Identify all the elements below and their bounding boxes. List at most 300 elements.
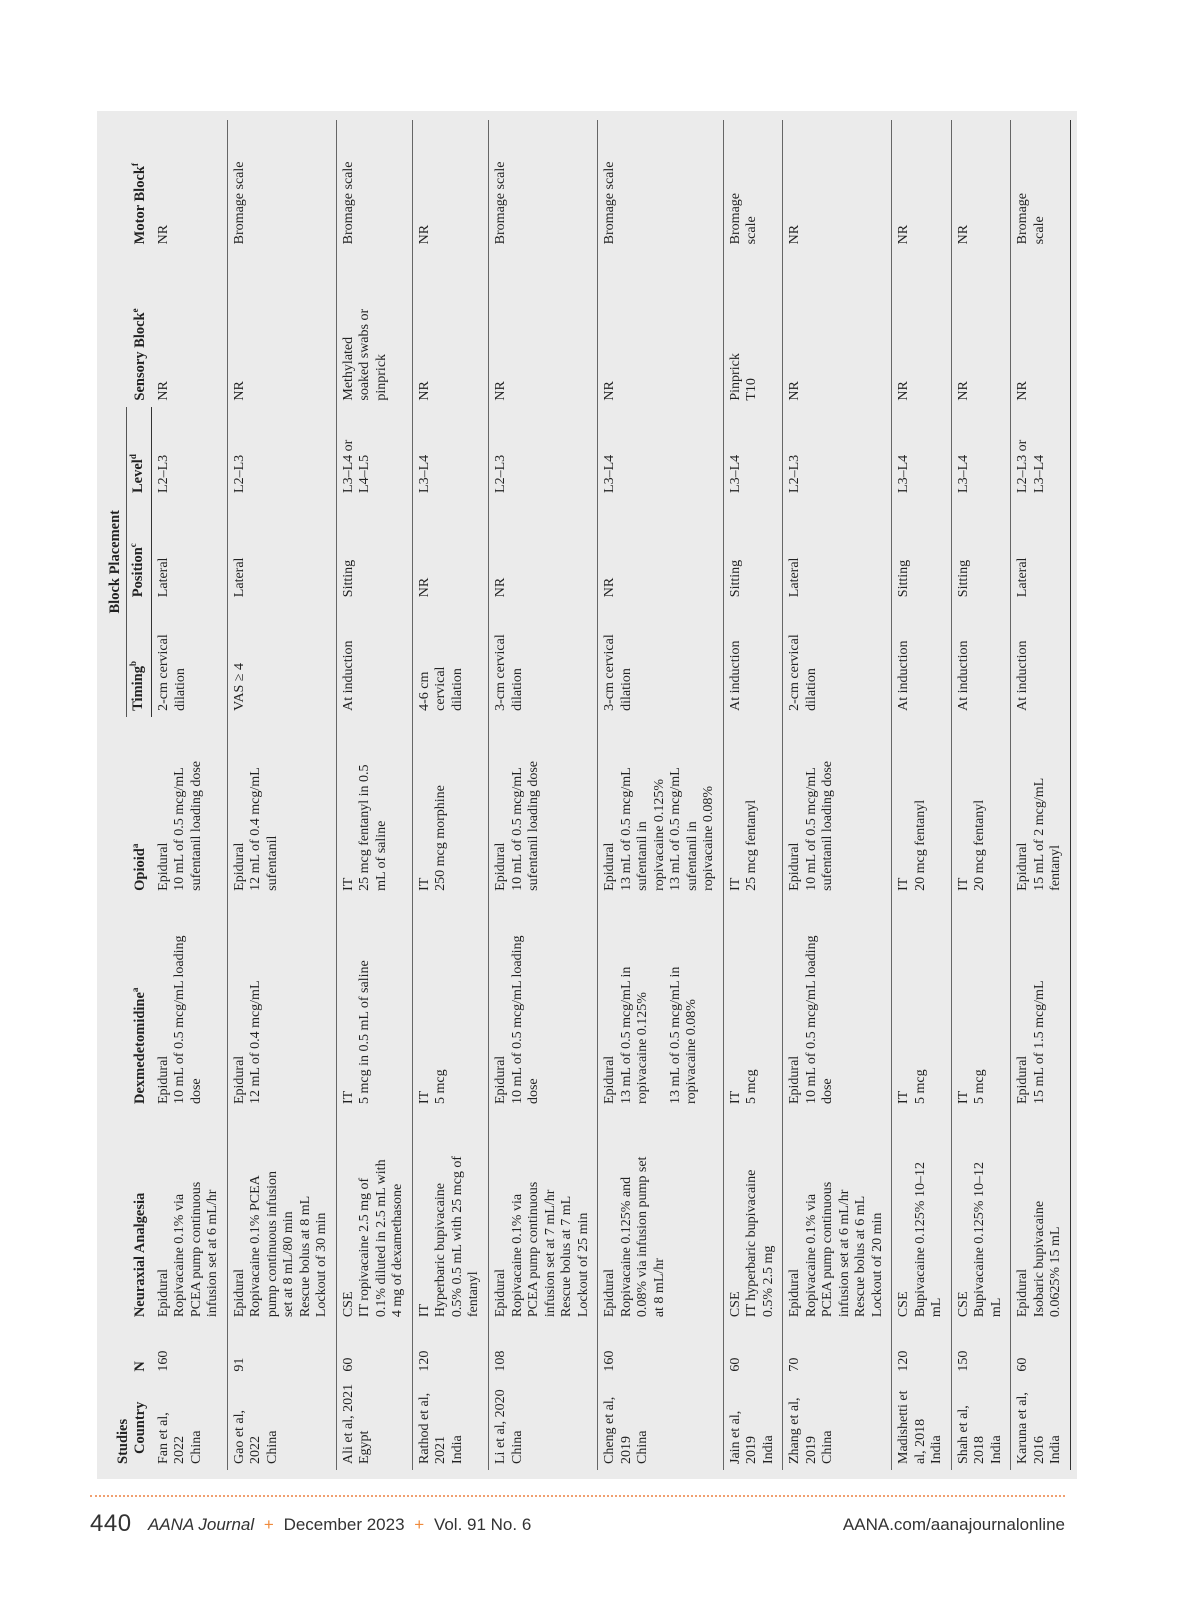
opioid-line: 25 mcg fentanyl	[744, 799, 760, 891]
cell-sensory	[723, 250, 783, 406]
cell-study	[227, 1378, 336, 1470]
header-position	[127, 499, 152, 603]
neuraxial-line: Ropivacaine 0.1% PCEA	[248, 1175, 264, 1318]
header-motor-sup: f	[129, 163, 140, 167]
header-block-placement: Block Placement	[105, 407, 127, 717]
opioid-line: IT	[340, 877, 356, 891]
cell-sensory	[152, 250, 228, 406]
level-line: L2–L3	[231, 454, 247, 493]
cell-n: 150	[951, 1323, 1011, 1377]
cell-motor	[489, 120, 598, 250]
cell-opioid	[951, 717, 1011, 897]
separator-2: +	[414, 1515, 425, 1534]
neuraxial-line: 4 mg of dexamethasone	[390, 1183, 406, 1318]
cell-n: 160	[155, 1350, 171, 1372]
header-motor	[105, 120, 152, 250]
motor-line: Bromage	[727, 192, 743, 245]
dex-line: 12 mL of 0.4 mcg/mL	[248, 980, 264, 1105]
neuraxial-line: infusion set at 6 mL/hr	[836, 1189, 852, 1318]
cell-timing	[723, 603, 783, 717]
dex-line: IT	[727, 1090, 743, 1105]
table-row	[489, 120, 598, 1470]
header-n: N	[131, 1361, 148, 1372]
neuraxial-line: IT hyperbaric bupivacaine	[744, 1169, 760, 1318]
neuraxial-line: Lockout of 20 min	[869, 1212, 885, 1318]
header-country-label: Country	[131, 1401, 148, 1454]
neuraxial-line: Rescue bolus at 7 mL	[559, 1195, 575, 1318]
cell-motor	[336, 120, 412, 250]
sensory-line: NR	[155, 381, 171, 401]
cell-study	[152, 1378, 228, 1470]
cell-opioid	[412, 717, 488, 897]
cell-timing	[1011, 603, 1071, 717]
study-line: 2016	[1031, 1436, 1047, 1464]
cell-position	[892, 499, 952, 603]
cell-position	[951, 499, 1011, 603]
cell-motor	[1011, 120, 1071, 250]
neuraxial-line: CSE	[727, 1291, 743, 1318]
dex-line: 5 mcg	[744, 1069, 760, 1105]
cell-level	[783, 407, 892, 499]
table-row	[783, 120, 892, 1470]
neuraxial-line: Ropivacaine 0.1% via	[172, 1193, 188, 1318]
position-line: NR	[602, 577, 618, 598]
cell-dex	[598, 897, 724, 1110]
dex-line: Epidural	[1015, 1055, 1031, 1105]
cell-n: 60	[1011, 1323, 1071, 1377]
table-header	[105, 120, 152, 1470]
motor-line: Bromage scale	[493, 161, 508, 245]
table-body	[152, 120, 1071, 1470]
cell-opioid	[892, 717, 952, 897]
cell-study	[598, 1378, 724, 1470]
dex-line: 5 mcg in 0.5 mL of saline	[357, 960, 373, 1105]
cell-n: 91	[227, 1323, 336, 1377]
cell-n: 160	[598, 1323, 724, 1377]
neuraxial-line: infusion set at 7 mL/hr	[542, 1189, 558, 1318]
study-line: 2019	[618, 1436, 634, 1464]
cell-study	[336, 1378, 412, 1470]
cell-timing	[783, 603, 892, 717]
footer-divider	[90, 1495, 1065, 1497]
motor-line: Bromage scale	[340, 161, 356, 245]
opioid-line: 10 mL of 0.5 mcg/mL	[172, 767, 188, 891]
sensory-line: soaked swabs or	[357, 308, 373, 401]
header-sensory-sup: e	[129, 308, 140, 313]
level-line: L3–L4	[416, 454, 432, 493]
cell-position	[1011, 499, 1071, 603]
header-dex-label: Dexmedetomidine	[131, 992, 148, 1105]
volume-issue: Vol. 91 No. 6	[433, 1515, 532, 1534]
timing-line: dilation	[172, 668, 188, 711]
cell-opioid	[783, 717, 892, 897]
timing-line: 3-cm cervical	[493, 634, 508, 711]
dex-line: 13 mL of 0.5 mcg/mL in	[618, 966, 634, 1105]
position-line: Sitting	[896, 559, 912, 598]
neuraxial-line: Epidural	[602, 1268, 618, 1318]
cell-n: 60	[336, 1323, 412, 1377]
timing-line: 2-cm cervical	[787, 634, 803, 711]
dex-line	[652, 903, 668, 1104]
opioid-line: 10 mL of 0.5 mcg/mL	[803, 767, 819, 891]
cell-timing	[412, 603, 488, 717]
cell-n: 120	[412, 1323, 488, 1377]
cell-opioid	[598, 717, 724, 897]
position-line: NR	[416, 577, 432, 598]
cell-position	[598, 499, 724, 603]
cell-opioid	[1011, 717, 1071, 897]
opioid-line: 250 mcg morphine	[433, 785, 449, 891]
motor-line: Bromage scale	[602, 161, 618, 245]
neuraxial-line: 0.1% diluted in 2.5 mL with	[373, 1159, 389, 1318]
studies-table	[105, 120, 1071, 1470]
position-line: Sitting	[340, 559, 356, 598]
cell-motor	[227, 120, 336, 250]
cell-level	[152, 407, 228, 499]
cell-neuraxial	[1011, 1110, 1071, 1323]
cell-neuraxial	[412, 1110, 488, 1323]
neuraxial-line: infusion set at 6 mL/hr	[205, 1189, 221, 1318]
opioid-line: Epidural	[155, 842, 171, 891]
cell-neuraxial	[723, 1110, 783, 1323]
cell-level	[412, 407, 488, 499]
study-line: Jain et al, 2019	[727, 1410, 760, 1464]
cell-timing	[892, 603, 952, 717]
cell-dex	[1011, 897, 1071, 1110]
level-line: L3–L4	[1031, 454, 1047, 493]
dex-line: Epidural	[787, 1055, 803, 1105]
cell-study	[892, 1378, 952, 1470]
cell-position	[783, 499, 892, 603]
timing-line: At induction	[340, 640, 356, 711]
timing-line: At induction	[1015, 640, 1031, 711]
cell-motor	[598, 120, 724, 250]
neuraxial-line: PCEA pump continuous	[820, 1181, 836, 1318]
dex-line: 5 mcg	[972, 1069, 988, 1105]
cell-motor	[723, 120, 783, 250]
study-line: India	[929, 1435, 945, 1464]
cell-study	[723, 1378, 783, 1470]
cell-neuraxial	[783, 1110, 892, 1323]
cell-n: 70	[783, 1323, 892, 1377]
neuraxial-line: IT ropivacaine 2.5 mg of	[357, 1177, 373, 1318]
opioid-line: IT	[416, 877, 432, 891]
cell-level	[1011, 407, 1071, 499]
motor-line: Bromage scale	[231, 161, 247, 245]
cell-dex	[951, 897, 1011, 1110]
dex-line: 10 mL of 0.5 mcg/mL loading	[172, 935, 188, 1105]
timing-line: dilation	[803, 668, 819, 711]
table-row	[951, 120, 1011, 1470]
cell-neuraxial	[336, 1110, 412, 1323]
neuraxial-line: Epidural	[787, 1268, 803, 1318]
cell-timing	[489, 603, 598, 717]
dex-line: 13 mL of 0.5 mcg/mL in	[667, 966, 683, 1105]
neuraxial-line: Bupivacaine 0.125% 10–12	[912, 1162, 928, 1318]
cell-dex	[892, 897, 952, 1110]
opioid-line: IT	[896, 877, 912, 891]
neuraxial-line: Epidural	[155, 1268, 171, 1318]
sensory-line: NR	[231, 381, 247, 401]
cell-level	[951, 407, 1011, 499]
study-line: Zhang et al,	[787, 1397, 803, 1464]
level-line: L2–L3	[493, 454, 508, 493]
cell-timing	[598, 603, 724, 717]
neuraxial-line: Isobaric bupivacaine	[1031, 1200, 1047, 1318]
timing-line: At induction	[896, 640, 912, 711]
dex-line: IT	[416, 1090, 432, 1105]
opioid-line: sufentanil loading dose	[820, 760, 836, 891]
study-line: Li et al, 2020	[493, 1389, 508, 1464]
opioid-line: 13 mL of 0.5 mcg/mL	[618, 767, 634, 891]
neuraxial-line: 0.0625% 15 mL	[1048, 1226, 1064, 1318]
study-line: China	[188, 1430, 204, 1464]
study-line: Rathod et al,	[416, 1392, 432, 1464]
sensory-line: NR	[416, 381, 432, 401]
cell-study	[412, 1378, 488, 1470]
position-line: Sitting	[727, 559, 743, 598]
motor-line: scale	[1031, 216, 1047, 245]
dex-line: IT	[896, 1090, 912, 1105]
dex-line: Epidural	[493, 1055, 508, 1105]
cell-sensory	[783, 250, 892, 406]
sensory-line: T10	[744, 378, 760, 401]
cell-neuraxial	[598, 1110, 724, 1323]
level-line: L2–L3 or	[1015, 439, 1031, 493]
cell-motor	[152, 120, 228, 250]
study-line: Karuna et al,	[1015, 1392, 1031, 1464]
sensory-line: NR	[896, 381, 912, 401]
dex-line: ropivacaine 0.125%	[635, 992, 651, 1105]
neuraxial-line: IT	[416, 1303, 432, 1318]
study-line: Fan et al, 2022	[155, 1412, 188, 1464]
cell-study	[1011, 1378, 1071, 1470]
sensory-line: NR	[602, 381, 618, 401]
header-studies-label: Studies	[114, 1418, 131, 1464]
neuraxial-line: 0.08% via infusion pump set	[635, 1156, 651, 1318]
dex-line: ropivacaine 0.08%	[684, 999, 700, 1105]
neuraxial-line: Epidural	[231, 1268, 247, 1318]
dex-line: 5 mcg	[912, 1069, 928, 1105]
timing-line: 3-cm cervical	[602, 634, 618, 711]
motor-line: NR	[896, 224, 912, 245]
header-position-label: Position	[130, 547, 147, 598]
cell-neuraxial	[951, 1110, 1011, 1323]
motor-line: Bromage	[1015, 192, 1031, 245]
cell-timing	[152, 603, 228, 717]
header-timing-sup: b	[128, 660, 139, 666]
dex-line: 10 mL of 0.5 mcg/mL loading	[509, 935, 525, 1105]
opioid-line: mL of saline	[373, 820, 389, 891]
table-row	[152, 120, 228, 1470]
cell-sensory	[489, 250, 598, 406]
dex-line: 5 mcg	[433, 1069, 449, 1105]
position-line: Sitting	[955, 559, 971, 598]
header-opioid-sup: a	[129, 843, 140, 849]
study-line: China	[820, 1430, 836, 1464]
cell-level	[336, 407, 412, 499]
level-line: L3–L4 or	[340, 439, 356, 493]
level-line: L3–L4	[602, 454, 618, 493]
journal-citation	[148, 1515, 531, 1535]
cell-n: 108	[489, 1323, 598, 1377]
page-number: 440	[90, 1510, 132, 1537]
header-sensory	[105, 250, 152, 406]
table-row	[336, 120, 412, 1470]
cell-position	[152, 499, 228, 603]
cell-opioid	[336, 717, 412, 897]
study-line: Shah et al,	[955, 1405, 971, 1464]
sensory-line: NR	[493, 381, 508, 401]
cell-dex	[412, 897, 488, 1110]
cell-motor	[783, 120, 892, 250]
position-line: Lateral	[787, 557, 803, 598]
dex-line: Epidural	[155, 1055, 171, 1105]
cell-dex	[489, 897, 598, 1110]
neuraxial-line: PCEA pump continuous	[526, 1181, 542, 1318]
study-line: India	[449, 1435, 465, 1464]
opioid-line: IT	[955, 877, 971, 891]
opioid-line: Epidural	[602, 842, 618, 891]
opioid-line: 20 mcg fentanyl	[912, 799, 928, 891]
cell-motor	[892, 120, 952, 250]
timing-line: cervical	[433, 666, 449, 711]
cell-n: 60	[723, 1323, 783, 1377]
header-dex	[105, 897, 152, 1110]
neuraxial-line: Rescue bolus at 6 mL	[853, 1195, 869, 1318]
neuraxial-line: Rescue bolus at 8 mL	[297, 1195, 313, 1318]
neuraxial-line: Ropivacaine 0.1% via	[509, 1193, 525, 1318]
rotated-table-region	[97, 111, 1077, 1479]
dex-line: Epidural	[602, 1055, 618, 1105]
timing-line: 4-6 cm	[416, 671, 432, 711]
cell-study	[489, 1378, 598, 1470]
opioid-line: 10 mL of 0.5 mcg/mL	[509, 767, 525, 891]
cell-sensory	[227, 250, 336, 406]
table-row	[723, 120, 783, 1470]
position-line: Lateral	[1015, 557, 1031, 598]
dex-line: IT	[955, 1090, 971, 1105]
timing-line: dilation	[618, 668, 634, 711]
header-motor-label: Motor Block	[131, 166, 148, 245]
cell-n: 120	[892, 1323, 952, 1377]
neuraxial-line: Bupivacaine 0.125% 10–12	[972, 1162, 988, 1318]
study-line: 2021	[433, 1436, 449, 1464]
neuraxial-line: mL	[929, 1297, 945, 1318]
cell-level	[489, 407, 598, 499]
cell-level	[598, 407, 724, 499]
study-line: Gao et al, 2022	[231, 1409, 264, 1464]
cell-timing	[336, 603, 412, 717]
cell-position	[336, 499, 412, 603]
cell-level	[227, 407, 336, 499]
header-position-sup: c	[128, 543, 139, 548]
opioid-line: 13 mL of 0.5 mcg/mL	[668, 767, 684, 891]
neuraxial-line: fentanyl	[466, 1271, 482, 1318]
cell-dex	[227, 897, 336, 1110]
cell-dex	[152, 897, 228, 1110]
neuraxial-line: Epidural	[1015, 1268, 1031, 1318]
cell-sensory	[336, 250, 412, 406]
neuraxial-line: PCEA pump continuous	[188, 1181, 204, 1318]
motor-line: NR	[416, 224, 432, 245]
study-line: China	[264, 1430, 280, 1464]
neuraxial-line: Lockout of 25 min	[575, 1212, 591, 1318]
neuraxial-line: Hyperbaric bupivacaine	[433, 1183, 449, 1318]
study-line: Egypt	[357, 1430, 373, 1464]
sensory-line: Pinprick	[727, 353, 743, 401]
opioid-line: 15 mL of 2 mcg/mL	[1031, 777, 1047, 891]
study-line: India	[760, 1435, 776, 1464]
timing-line: At induction	[727, 640, 743, 711]
neuraxial-line: Ropivacaine 0.125% and	[618, 1176, 634, 1318]
header-sensory-label: Sensory Block	[131, 312, 148, 401]
level-line: L3–L4	[727, 454, 743, 493]
timing-line: dilation	[509, 668, 525, 711]
level-line: L3–L4	[896, 454, 912, 493]
dex-line: IT	[340, 1090, 356, 1105]
dex-line: Epidural	[231, 1055, 247, 1105]
header-opioid	[105, 717, 152, 897]
study-line: India	[988, 1435, 1004, 1464]
cell-opioid	[723, 717, 783, 897]
header-timing	[127, 603, 152, 717]
cell-neuraxial	[892, 1110, 952, 1323]
motor-line: NR	[155, 224, 171, 245]
header-studies	[105, 1378, 152, 1470]
header-timing-label: Timing	[130, 666, 147, 711]
neuraxial-line: Ropivacaine 0.1% via	[803, 1193, 819, 1318]
cell-dex	[723, 897, 783, 1110]
cell-timing	[951, 603, 1011, 717]
cell-sensory	[892, 250, 952, 406]
opioid-line: IT	[727, 877, 743, 891]
cell-dex	[783, 897, 892, 1110]
cell-motor	[951, 120, 1011, 250]
study-line: China	[509, 1430, 525, 1464]
sensory-line: NR	[1015, 381, 1031, 401]
study-line: Cheng et al,	[602, 1396, 618, 1464]
cell-study	[951, 1378, 1011, 1470]
opioid-line: sufentanil in	[635, 821, 651, 891]
neuraxial-line: Epidural	[493, 1268, 508, 1318]
cell-neuraxial	[227, 1110, 336, 1323]
motor-line: NR	[955, 224, 971, 245]
sensory-line: pinprick	[373, 353, 389, 401]
opioid-line: sufentanil in	[684, 821, 700, 891]
dex-line: dose	[526, 1078, 542, 1105]
opioid-line: Epidural	[493, 842, 508, 891]
level-line: L2–L3	[156, 454, 172, 493]
cell-sensory	[951, 250, 1011, 406]
separator-1: +	[263, 1515, 274, 1534]
opioid-line: 12 mL of 0.4 mcg/mL	[248, 767, 264, 891]
cell-sensory	[598, 250, 724, 406]
cell-position	[489, 499, 598, 603]
header-level-label: Level	[130, 459, 147, 493]
cell-dex	[336, 897, 412, 1110]
table-row	[412, 120, 488, 1470]
position-line: NR	[493, 577, 508, 598]
cell-sensory	[1011, 250, 1071, 406]
header-level-sup: d	[128, 454, 139, 460]
table-panel	[97, 111, 1077, 1479]
level-line: L2–L3	[787, 454, 803, 493]
cell-level	[723, 407, 783, 499]
header-neuraxial: Neuraxial Analgesia	[131, 1192, 148, 1318]
neuraxial-line: CSE	[955, 1291, 971, 1318]
opioid-line: 25 mcg fentanyl in 0.5	[357, 764, 373, 891]
